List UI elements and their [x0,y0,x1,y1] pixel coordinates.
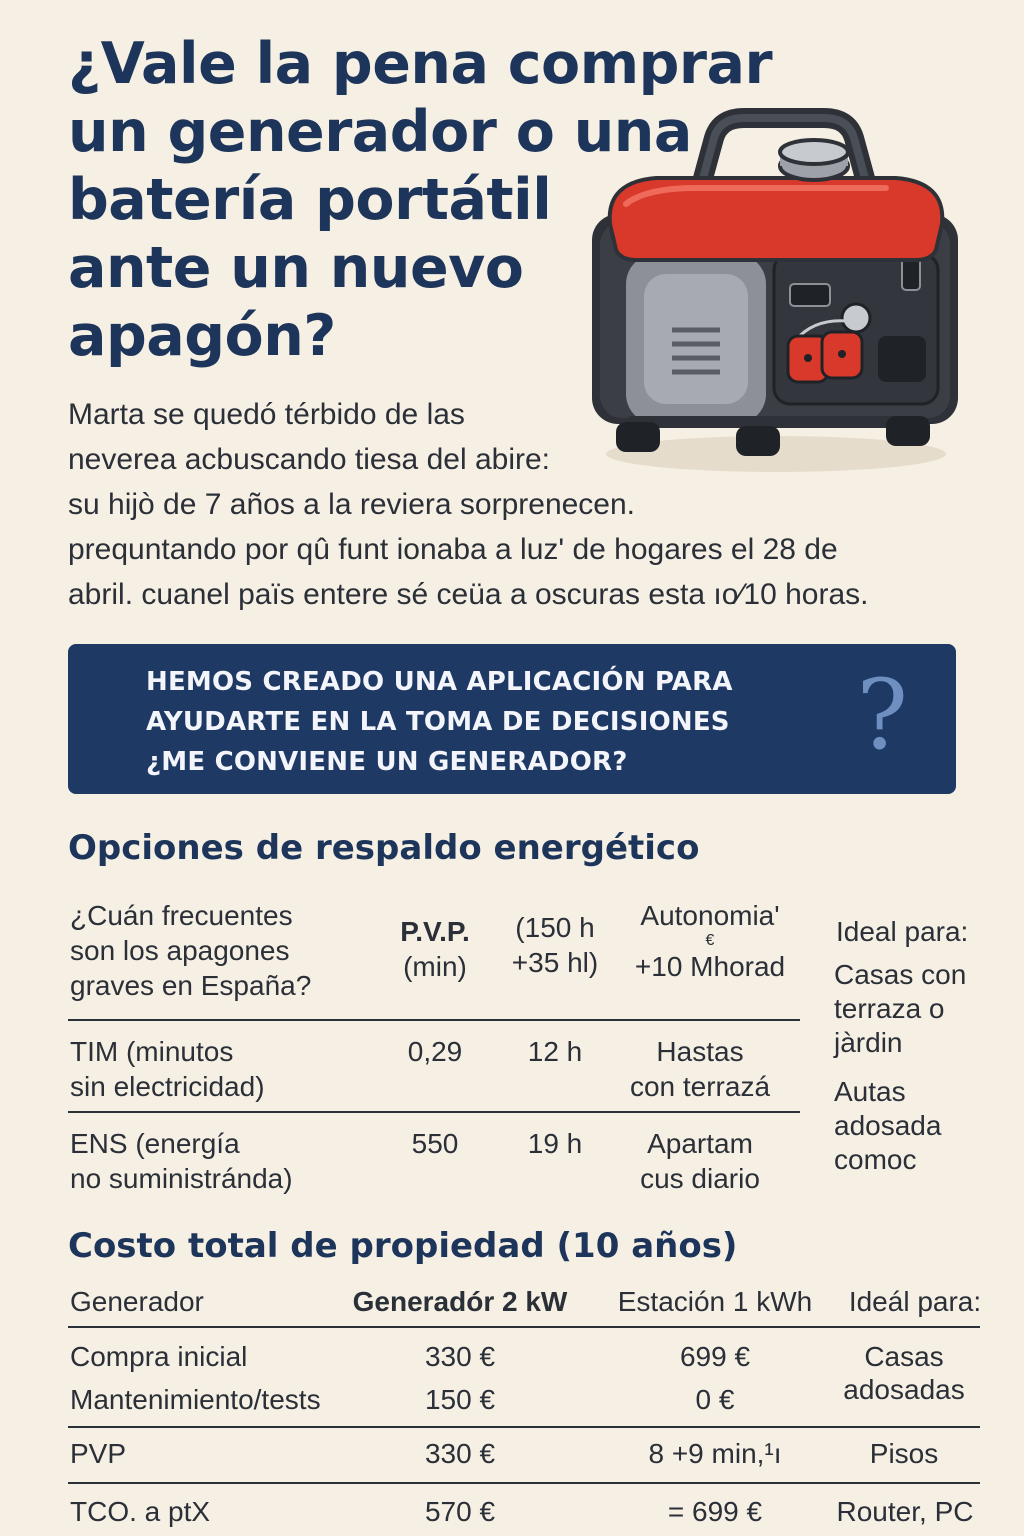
tco-station-value: 699 € [679,1341,751,1372]
ideal-line: Casas con [834,959,967,990]
tco-gen-value: 150 € [424,1384,496,1415]
table-divider [68,1019,800,1021]
options-header-pvp [380,914,490,984]
table-row [70,1126,390,1196]
title-line: apagón? [68,303,336,369]
question-mark-icon: ? [856,659,908,771]
tco-gen-value: 330 € [424,1341,496,1372]
options-header-question [70,898,390,1003]
tco-station-value: 8 +9 min,¹ı [648,1438,782,1469]
options-header-autonomy [615,898,805,984]
tco-gen-value: 570 € [424,1496,496,1527]
row-label: ENS (energía [70,1128,240,1159]
banner-line: ¿ME CONVIENE UN GENERADOR? [146,747,628,777]
row-autonomy [605,1126,795,1196]
ideal-item [834,958,1014,1060]
header-line: ¿Cuán frecuentes [70,900,293,931]
tco-header-generator: Generadór 2 kW [352,1286,568,1317]
banner-text [146,662,826,782]
table-row: TCO. a ptX [70,1496,211,1527]
intro-line: su hijò de 7 años a la reviera sorprenecen. [68,488,636,521]
tco-header-label: Generador [70,1286,204,1317]
intro-line: Marta se quedó térbido de las [68,398,465,431]
ideal-item [834,1075,1014,1177]
ideal-line: terraza o [834,993,945,1024]
header-line: +35 hl) [511,947,599,978]
autonomy-line: cus diario [640,1163,760,1194]
autonomy-line: Hastas [656,1036,744,1067]
ideal-line: jàrdin [834,1027,903,1058]
header-line: +10 Mhorad [634,951,786,982]
table-row: PVP [70,1438,127,1469]
intro-line: abril. cuanel païs entere sé ceüa a oscuras esta ıo⁄10 horas. [68,578,869,611]
table-divider [68,1111,800,1113]
row-label: no suministránda) [70,1163,293,1194]
tco-gen-value: 330 € [424,1438,496,1469]
header-line: Autonomia' [640,900,780,931]
tco-station-value: 0 € [695,1384,735,1415]
tco-ideal-value: Router, PC [836,1496,974,1527]
ideal-line: Casas [864,1341,944,1372]
table-divider [68,1482,980,1484]
row-label: TIM (minutos [70,1036,234,1067]
tco-header-station: Estación 1 kWh [617,1286,813,1317]
header-line: (min) [403,951,467,982]
intro-line: prequntando por qû funt ionaba a luz' de hogares el 28 de [68,533,838,566]
ideal-line: comoc [834,1144,917,1175]
tco-ideal-value [826,1340,982,1406]
row-autonomy [605,1034,795,1104]
header-line: € [705,932,715,949]
header-line: P.V.P. [400,916,470,947]
ideal-line: Autas [834,1076,906,1107]
autonomy-line: con terrazá [629,1071,771,1102]
autonomy-line: Apartam [647,1128,753,1159]
table-divider [68,1326,980,1328]
table-row: Compra inicial [70,1341,248,1372]
header-line: Ideal para: [836,916,969,947]
options-heading: Opciones de respaldo energético [68,828,700,868]
app-promo-banner[interactable] [68,644,956,794]
header-line: son los apagones [70,935,290,966]
banner-line: AYUDARTE EN LA TOMA DE DECISIONES [146,707,730,737]
row-label: sin electricidad) [70,1071,265,1102]
row-pvp: 550 [411,1128,459,1159]
tco-header-ideal: Ideál para: [848,1286,982,1317]
title-line: ¿Vale la pena comprar [68,31,773,97]
intro-line: neverea acbuscando tiesa del abire: [68,443,550,476]
title-line: ante un nuevo [68,235,524,301]
banner-line: HEMOS CREADO UNA APLICACIÓN PARA [146,667,733,697]
table-row [70,1034,390,1104]
row-hours: 19 h [527,1128,583,1159]
intro-paragraph [68,392,968,617]
table-row: Mantenimiento/tests [70,1384,321,1415]
table-divider [68,1426,980,1428]
tco-ideal-value: Pisos [869,1438,939,1469]
header-line: graves en España? [70,970,312,1001]
header-line: (150 h [515,912,595,943]
row-pvp: 0,29 [407,1036,463,1067]
tco-heading: Costo total de propiedad (10 años) [68,1226,738,1266]
title-line: un generador o una [68,99,692,165]
tco-station-value: = 699 € [667,1496,763,1527]
row-hours: 12 h [527,1036,583,1067]
options-header-ideal [836,914,1016,949]
options-header-hours [490,910,620,980]
title-line: batería portátil [68,167,552,233]
ideal-line: adosadas [843,1374,965,1405]
ideal-line: adosada [834,1110,942,1141]
